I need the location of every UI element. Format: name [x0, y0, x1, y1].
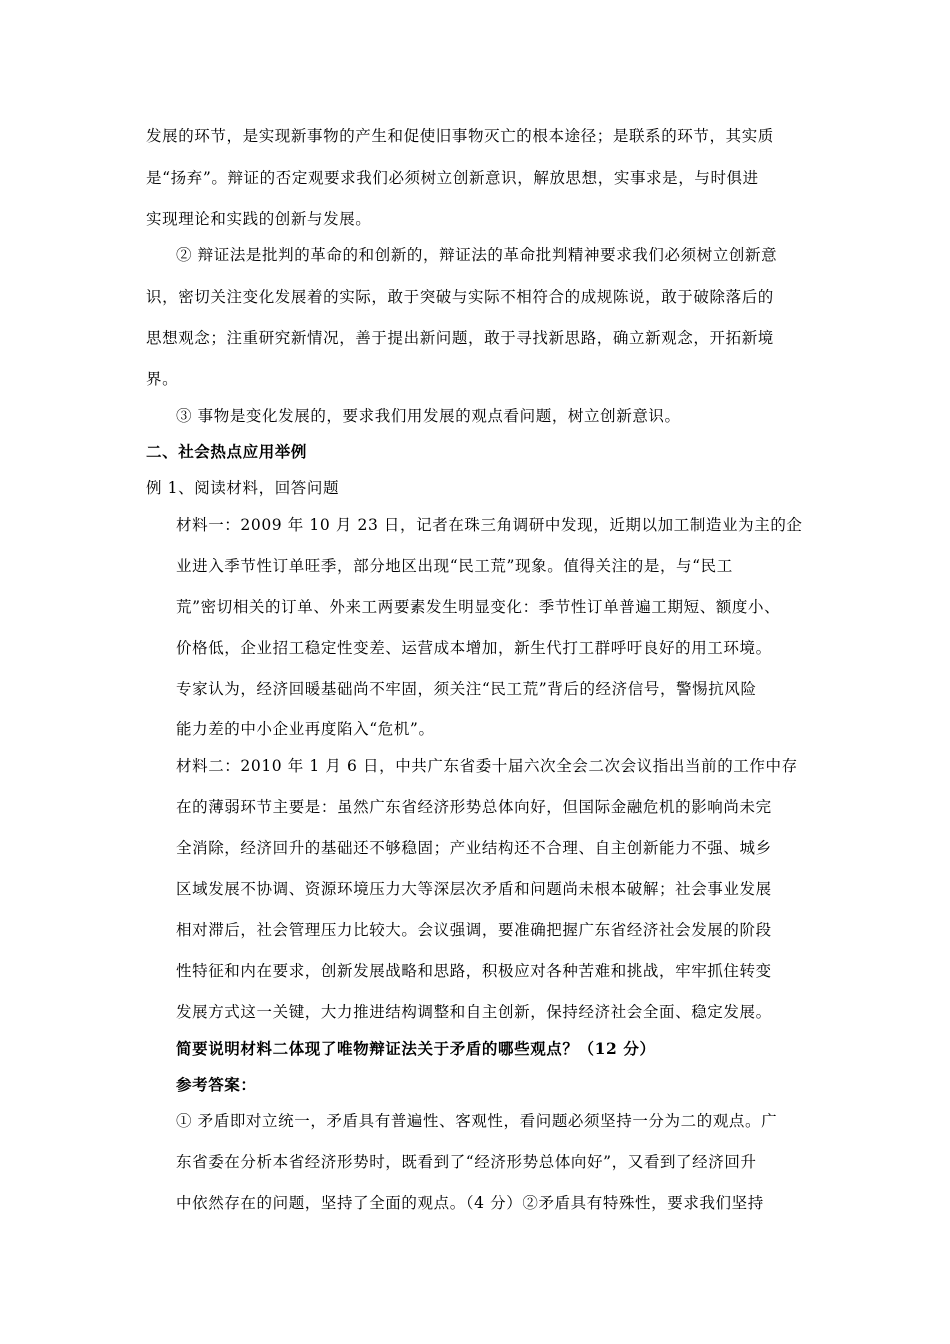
answer-line: 中依然存在的问题，坚持了全面的观点。（4 分）②矛盾具有特殊性，要求我们坚持: [176, 1194, 764, 1212]
answer-line: 东省委在分析本省经济形势时，既看到了“经济形势总体向好”，又看到了经济回升: [176, 1153, 757, 1171]
paragraph-line: 界。: [146, 370, 179, 388]
material-line: 专家认为，经济回暖基础尚不牢固，须关注“民工荒”背后的经济信号，警惕抗风险: [176, 680, 757, 698]
material-line: 材料二：2010 年 1 月 6 日，中共广东省委十届六次全会二次会议指出当前的工作中存: [176, 757, 798, 775]
material-line: 在的薄弱环节主要是：虽然广东省经济形势总体向好，但国际金融危机的影响尚未完: [176, 798, 772, 816]
material-line: 区域发展不协调、资源环境压力大等深层次矛盾和问题尚未根本破解；社会事业发展: [176, 880, 772, 898]
material-line: 能力差的中小企业再度陷入“危机”。: [176, 720, 435, 738]
paragraph-line: ③ 事物是变化发展的，要求我们用发展的观点看问题，树立创新意识。: [176, 407, 681, 425]
material-line: 材料一：2009 年 10 月 23 日，记者在珠三角调研中发现，近期以加工制造业为主的企: [176, 516, 803, 534]
material-line: 相对滞后，社会管理压力比较大。会议强调，要准确把握广东省经济社会发展的阶段: [176, 921, 772, 939]
answer-line: ① 矛盾即对立统一，矛盾具有普遍性、客观性，看问题必须坚持一分为二的观点。广: [176, 1112, 778, 1130]
paragraph-line: 识，密切关注变化发展着的实际，敢于突破与实际不相符合的成规陈说，敢于破除落后的: [146, 288, 774, 306]
material-line: 性特征和内在要求，创新发展战略和思路，积极应对各种苦难和挑战，牢牢抓住转变: [176, 962, 772, 980]
section-heading: 二、社会热点应用举例: [146, 442, 308, 461]
paragraph-line: 思想观念；注重研究新情况，善于提出新问题，敢于寻找新思路，确立新观念，开拓新境: [146, 329, 774, 347]
material-line: 全消除，经济回升的基础还不够稳固；产业结构还不合理、自主创新能力不强、城乡: [176, 839, 772, 857]
material-line: 发展方式这一关键，大力推进结构调整和自主创新，保持经济社会全面、稳定发展。: [176, 1003, 772, 1021]
paragraph-line: ② 辩证法是批判的革命的和创新的，辩证法的革命批判精神要求我们必须树立创新意: [176, 246, 778, 264]
material-line: 荒”密切相关的订单、外来工两要素发生明显变化：季节性订单普遍工期短、额度小、: [176, 598, 781, 616]
paragraph-line: 实现理论和实践的创新与发展。: [146, 210, 372, 228]
paragraph-line: 是“扬弃”。辩证的否定观要求我们必须树立创新意识，解放思想，实事求是，与时俱进: [146, 169, 759, 187]
example-heading: 例 1、阅读材料，回答问题: [146, 479, 340, 497]
paragraph-line: 发展的环节，是实现新事物的产生和促使旧事物灭亡的根本途径；是联系的环节，其实质: [146, 127, 774, 145]
material-line: 价格低，企业招工稳定性变差、运营成本增加，新生代打工群呼吁良好的用工环境。: [176, 639, 772, 657]
question-text: 简要说明材料二体现了唯物辩证法关于矛盾的哪些观点？（12 分）: [176, 1039, 656, 1058]
material-line: 业进入季节性订单旺季，部分地区出现“民工荒”现象。值得关注的是，与“民工: [176, 557, 733, 575]
answer-heading: 参考答案：: [176, 1075, 257, 1094]
